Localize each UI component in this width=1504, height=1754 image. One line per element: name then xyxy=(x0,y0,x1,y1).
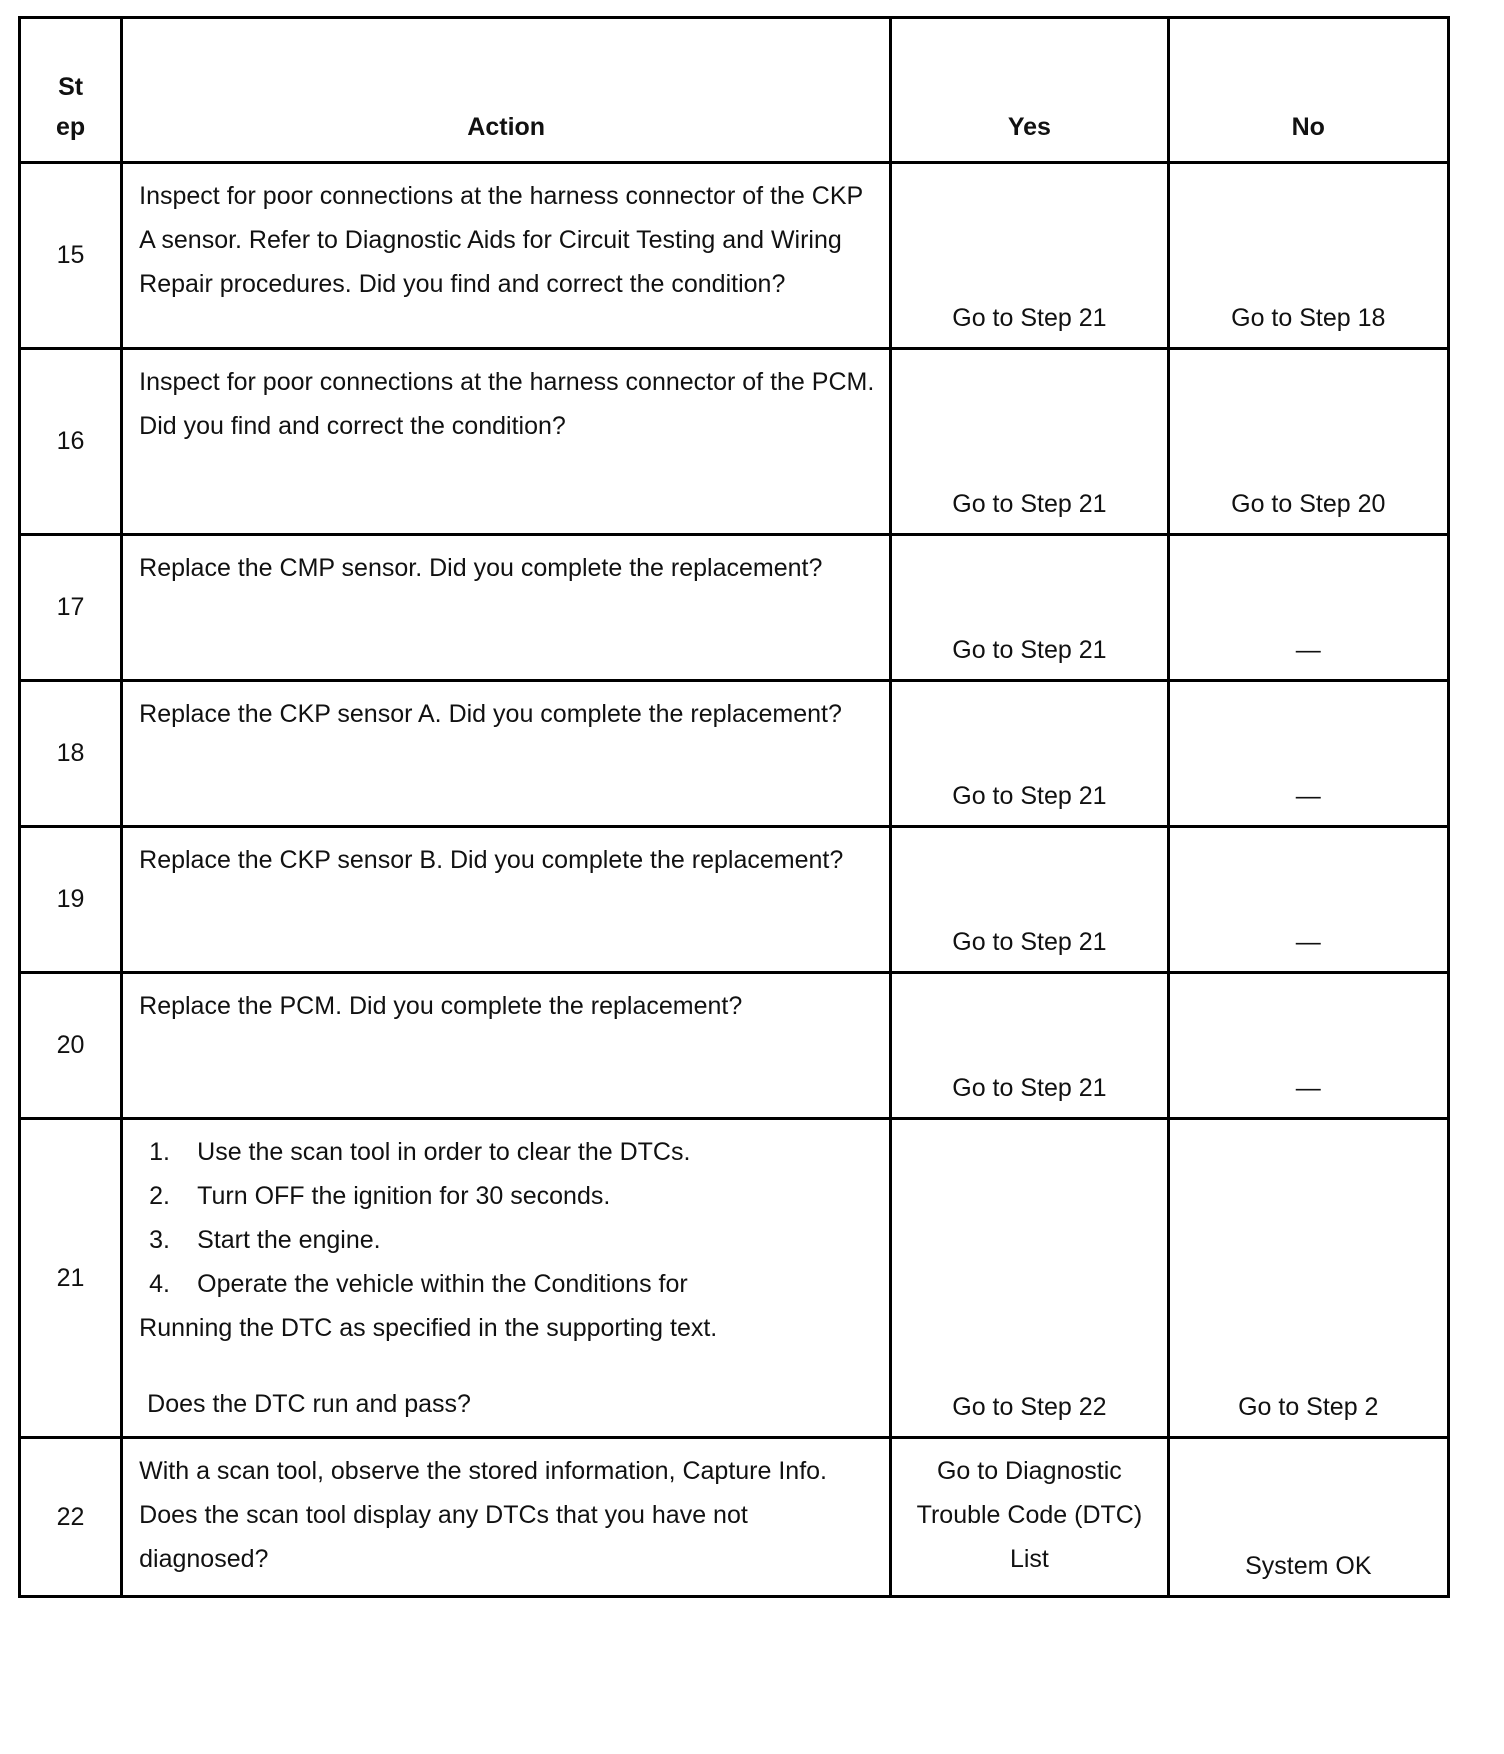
table-row xyxy=(20,163,1449,349)
action-text xyxy=(122,1119,891,1438)
yes-result: Go to Step 21 xyxy=(891,973,1168,1119)
action-continuation: Running the DTC as specified in the supporting text. xyxy=(139,1314,718,1342)
step-number: 21 xyxy=(20,1119,122,1438)
list-text: Turn OFF the ignition for 30 seconds. xyxy=(197,1182,611,1210)
no-result: System OK xyxy=(1168,1438,1448,1597)
diagnostic-table-container xyxy=(18,16,1450,1598)
table-row xyxy=(20,349,1449,535)
header-step xyxy=(20,18,122,163)
step-number: 17 xyxy=(20,535,122,681)
no-result: Go to Step 2 xyxy=(1168,1119,1448,1438)
header-step-line2: ep xyxy=(55,113,86,141)
list-number: 4. xyxy=(149,1270,170,1298)
list-number: 3. xyxy=(149,1226,170,1254)
list-item xyxy=(149,1218,875,1262)
action-text: Inspect for poor connections at the harness connector of the CKP A sensor. Refer to Diagnostic Aids for Circuit Testing and Wiring Repair procedures. Did you find and correct the condition? xyxy=(122,163,891,349)
action-text: Inspect for poor connections at the harness connector of the PCM. Did you find and correct the condition? xyxy=(122,349,891,535)
header-no-label: No xyxy=(1291,113,1325,141)
no-result: — xyxy=(1168,681,1448,827)
header-action xyxy=(122,18,891,163)
list-number: 1. xyxy=(149,1138,170,1166)
header-yes-label: Yes xyxy=(1007,113,1051,141)
list-item xyxy=(149,1262,875,1306)
table-row xyxy=(20,681,1449,827)
header-step-line1: St xyxy=(58,73,84,101)
list-text: Operate the vehicle within the Conditions for xyxy=(197,1270,688,1298)
no-result: — xyxy=(1168,973,1448,1119)
list-item xyxy=(149,1130,875,1174)
table-row xyxy=(20,827,1449,973)
yes-result: Go to Step 21 xyxy=(891,827,1168,973)
diagnostic-table xyxy=(18,16,1450,1598)
list-item xyxy=(149,1174,875,1218)
yes-result: Go to Step 21 xyxy=(891,163,1168,349)
table-row xyxy=(20,535,1449,681)
action-question: Does the DTC run and pass? xyxy=(147,1390,471,1418)
header-no xyxy=(1168,18,1448,163)
step-number: 15 xyxy=(20,163,122,349)
header-action-label: Action xyxy=(467,113,546,141)
yes-result: Go to Step 21 xyxy=(891,349,1168,535)
step-number: 18 xyxy=(20,681,122,827)
yes-result: Go to Step 21 xyxy=(891,535,1168,681)
no-result: — xyxy=(1168,535,1448,681)
yes-result: Go to Diagnostic Trouble Code (DTC) List xyxy=(891,1438,1168,1597)
yes-result: Go to Step 21 xyxy=(891,681,1168,827)
action-text: Replace the CKP sensor B. Did you complete the replacement? xyxy=(122,827,891,973)
no-result: — xyxy=(1168,827,1448,973)
table-row xyxy=(20,1438,1449,1597)
table-row xyxy=(20,1119,1449,1438)
header-yes xyxy=(891,18,1168,163)
step-number: 20 xyxy=(20,973,122,1119)
list-text: Start the engine. xyxy=(197,1226,381,1254)
step-number: 16 xyxy=(20,349,122,535)
action-text: Replace the CKP sensor A. Did you complete the replacement? xyxy=(122,681,891,827)
step-number: 22 xyxy=(20,1438,122,1597)
action-text: Replace the CMP sensor. Did you complete the replacement? xyxy=(122,535,891,681)
action-text: With a scan tool, observe the stored information, Capture Info. Does the scan tool display any DTCs that you have not diagnosed? xyxy=(122,1438,891,1597)
table-header-row xyxy=(20,18,1449,163)
list-number: 2. xyxy=(149,1182,170,1210)
list-text: Use the scan tool in order to clear the DTCs. xyxy=(197,1138,691,1166)
table-row xyxy=(20,973,1449,1119)
action-steps-list xyxy=(139,1130,875,1306)
no-result: Go to Step 20 xyxy=(1168,349,1448,535)
step-number: 19 xyxy=(20,827,122,973)
action-text: Replace the PCM. Did you complete the replacement? xyxy=(122,973,891,1119)
no-result: Go to Step 18 xyxy=(1168,163,1448,349)
yes-result: Go to Step 22 xyxy=(891,1119,1168,1438)
